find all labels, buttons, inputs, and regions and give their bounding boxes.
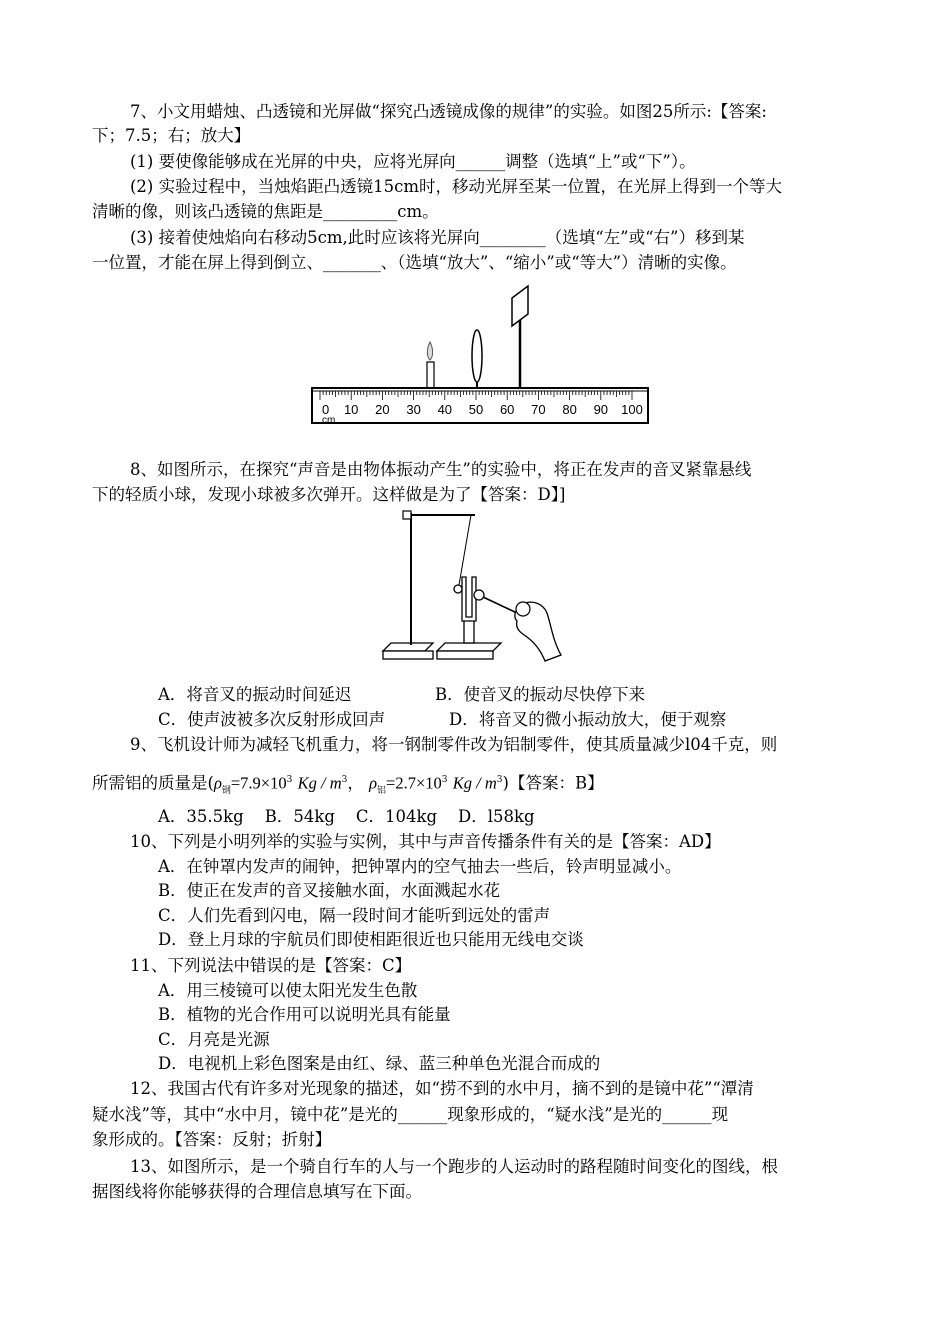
q12-line3: 象形成的。【答案：反射；折射】 xyxy=(92,1130,332,1149)
ruler-tick-label: 30 xyxy=(406,402,421,417)
tuning-fork-figure xyxy=(375,505,590,673)
ruler-tick-label: 40 xyxy=(437,402,453,417)
q8-option-a: A．将音叉的振动时间延迟 xyxy=(158,685,352,704)
q7-line1: 7、小文用蜡烛、凸透镜和光屏做“探究凸透镜成像的规律”的实验。如图25所示:【答案: xyxy=(130,102,767,121)
q8-option-d: D．将音叉的微小振动放大，便于观察 xyxy=(449,710,727,729)
steel-unit: Kg / m xyxy=(297,773,342,793)
q10-option-b: B．使正在发声的音叉接触水面，水面溅起水花 xyxy=(158,881,501,900)
al-sub: 铝 xyxy=(377,785,387,796)
q7-part2-a: (2) 实验过程中，当烛焰距凸透镜15cm时，移动光屏至某一位置，在光屏上得到一个等大 xyxy=(130,177,782,196)
fork-base xyxy=(437,643,501,651)
q7-part1: (1) 要使像能够成在光屏的中央，应将光屏向______调整（选填“上”或“下”）。 xyxy=(130,152,696,171)
al-unit-exp: 3 xyxy=(496,775,503,785)
q11-option-c: C．月亮是光源 xyxy=(158,1030,270,1049)
q9-sep: ， xyxy=(347,773,364,793)
q11-option-d: D．电视机上彩色图案是由红、绿、蓝三种单色光混合而成的 xyxy=(158,1054,601,1073)
stand-base xyxy=(383,643,433,651)
q10-option-d: D．登上月球的宇航员们即使相距很近也只能用无线电交谈 xyxy=(158,930,584,949)
tuning-fork xyxy=(462,577,476,643)
convex-lens xyxy=(472,330,482,382)
q11-option-b: B．植物的光合作用可以说明光具有能量 xyxy=(158,1005,451,1024)
al-unit: Kg / m xyxy=(452,773,497,793)
light-ball xyxy=(454,585,462,593)
ruler-tick-label: 10 xyxy=(343,402,359,417)
ruler-tick-label: 100 xyxy=(621,402,643,417)
al-exp: 3 xyxy=(441,775,448,785)
q9-line1: 9、飞机设计师为减轻飞机重力，将一钢制零件改为铝制零件，使其质量减少l04千克，则 xyxy=(130,735,778,754)
q7-part3-b: 一位置，才能在屏上得到倒立、_______、（选填“放大”、“缩小”或“等大”）清晰的实像。 xyxy=(92,253,737,272)
ruler-tick-label: 0 xyxy=(322,402,330,417)
q10-option-a: A．在钟罩内发声的闹钟，把钟罩内的空气抽去一些后，铃声明显减小。 xyxy=(158,857,682,876)
q8-line1: 8、如图所示，在探究“声音是由物体振动产生”的实验中，将正在发声的音叉紧靠悬线 xyxy=(130,460,752,479)
q7-part2-b: 清晰的像，则该凸透镜的焦距是_________cm。 xyxy=(92,202,439,221)
rho-steel: ρ xyxy=(213,773,222,793)
steel-sub: 钢 xyxy=(221,785,231,796)
ruler-tick-label: 90 xyxy=(593,402,609,417)
steel-unit-exp: 3 xyxy=(341,775,348,785)
q12-line2: 疑水浅”等，其中“水中月，镜中花”是光的______现象形成的，“疑水浅”是光的______现 xyxy=(92,1105,729,1124)
rho-al: ρ xyxy=(369,773,378,793)
q9-options: A．35.5kg B．54kg C．104kg D．l58kg xyxy=(158,807,535,826)
q7-line2: 下；7.5；右；放大】 xyxy=(92,126,251,145)
steel-value: =7.9×10 xyxy=(230,773,287,793)
ruler xyxy=(312,388,648,426)
q9-suffix: )【答案：B】 xyxy=(502,773,604,793)
q13-line1: 13、如图所示，是一个骑自行车的人与一个跑步的人运动时的路程随时间变化的图线，根 xyxy=(130,1157,778,1176)
al-value: =2.7×10 xyxy=(386,773,442,793)
q12-line1: 12、我国古代有许多对光现象的描述，如“捞不到的水中月，摘不到的是镜中花”“潭清 xyxy=(130,1079,754,1098)
q9-prefix: 所需铝的质量是( xyxy=(92,773,214,793)
q7-part3-a: (3) 接着使烛焰向右移动5cm,此时应该将光屏向________（选填“左”或“右”）移到某 xyxy=(130,228,745,247)
optical-bench-figure xyxy=(300,278,660,428)
candle xyxy=(427,362,434,388)
ruler-unit: cm xyxy=(322,415,336,426)
q11-line1: 11、下列说法中错误的是【答案：C】 xyxy=(130,956,412,975)
q13-line2: 据图线将你能够获得的合理信息填写在下面。 xyxy=(92,1182,422,1201)
ruler-tick-label: 70 xyxy=(531,402,546,417)
ruler-tick-label: 60 xyxy=(499,402,515,417)
q8-option-c: C．使声波被多次反射形成回声 xyxy=(158,710,386,729)
q11-option-a: A．用三棱镜可以使太阳光发生色散 xyxy=(158,981,418,1000)
ruler-tick-label: 80 xyxy=(562,402,577,417)
q8-line2: 下的轻质小球，发现小球被多次弹开。这样做是为了【答案：D】] xyxy=(92,485,566,504)
ruler-tick-label: 20 xyxy=(375,402,390,417)
ruler-tick-label: 50 xyxy=(468,402,484,417)
q10-option-c: C．人们先看到闪电，隔一段时间才能听到远处的雷声 xyxy=(158,906,551,925)
mallet-head xyxy=(474,590,484,600)
q10-line1: 10、下列是小明列举的实验与实例，其中与声音传播条件有关的是【答案：AD】 xyxy=(130,832,721,851)
q9-line2 xyxy=(92,768,872,803)
steel-exp: 3 xyxy=(286,775,293,785)
q8-option-b: B．使音叉的振动尽快停下来 xyxy=(435,685,646,704)
candle-flame xyxy=(427,342,432,360)
